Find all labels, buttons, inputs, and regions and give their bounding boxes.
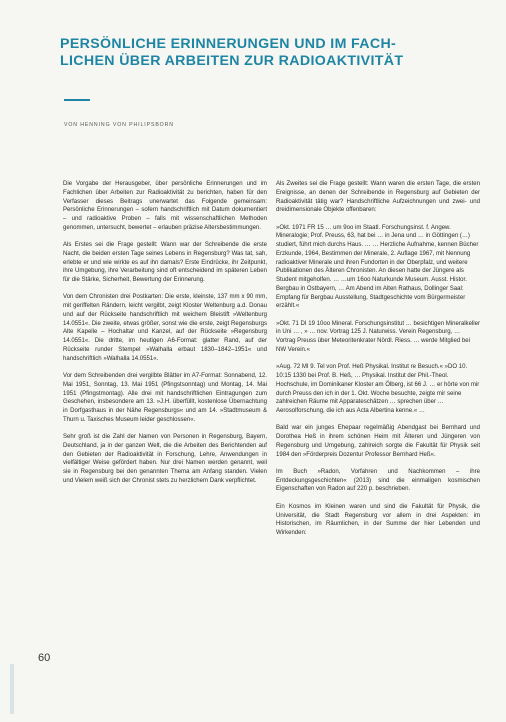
paragraph: Als Zweites sei die Frage gestellt: Wann waren die ersten Tage, die ersten Ereignisse, an denen der Schreibende in Regensburg auf Gebieten der Radioaktivität tätig war? Handschriftliche Aufzeichnungen und zwei- und dreidimensionale Objekte offenbaren: bbox=[276, 181, 480, 214]
paragraph: Die Vorgabe der Herausgeber, über persönliche Erinnerungen und im Fachlichen über Arbeiten zur Radioaktivität zu berichten, haben für den Verfasser dieses Beitrags unerwartet das Folgende gemeinsam: Persönliche Erinnerungen – sofern handschriftlich mit Datum dokumentiert – und radioaktive Proben – falls mit wissenschaftlichen Methoden genommen, untersucht, bewertet – erlauben präzise Altersbestimmungen. bbox=[63, 181, 267, 231]
diary-quote: »Okt. 71 DI 19 10oo Mineral. Forschungsinstitut … besichtigen Mineralkeller in Uni … , » … nov. Vortrag 125 J. Naturwiss. Verein Regensburg, … Vortrag Preuss über Meteoritenkrater Nördl. Riess. … werde Mitglied bei NW Verein.« bbox=[276, 320, 481, 353]
right-column bbox=[276, 180, 480, 546]
paragraph: Als Erstes sei die Frage gestellt: Wann war der Schreibende die erste Nacht, die beiden ersten Tage seines Lebens in Regensburg? Was tat, sah, erlebte er und wie wirkte es auf ihn damals? Erste Eindrücke, ihr Zeitpunkt, ihre Umgebung, ihre Verarbeitung sind oft entscheidend im späteren Leben für die Stärke, Sicherheit, Bewertung der Erinnerung. bbox=[63, 242, 267, 284]
article-title bbox=[60, 36, 480, 70]
paragraph: Im Buch »Radon, Vorfahren und Nachkommen – ihre Entdeckungsgeschichten« (2013) sind die einmaligen kosmischen Eigenschaften von Radon auf 220 p. beschrieben. bbox=[276, 468, 480, 493]
article-title-line-2: LICHEN ÜBER ARBEITEN ZUR RADIOAKTIVITÄT bbox=[60, 53, 404, 69]
diary-quote: »Okt. 1971 FR 15 … um 9oo im Staatl. Forschungsinst. f. Angew. Mineralogie; Prof. Preuss, 63, hat bei … in Jena und … in Göttingen (…) studiert, führt mich durchs Haus. … … Herzliche Aufnahme, kennen Bücher Erzkunde, 1964, Bestimmen der Minerale, 2. Auflage 1967, mit Nennung radioaktiver Minerale und ihren Fundorten in der Oberpfalz, und weitere Publikationen des Älteren Chronisten. An diesen hatte der Jüngere als Student mitgeholfen. … …um 16oo Naturkunde Museum. Ausst. Histor. Bergbau in Ostbayern, … Am Abend im Alten Rathaus, Dollinger Saal: Empfang für Bergbau Ausstellung, Stadtgeschichte vom Bürgermeister erzählt.« bbox=[276, 224, 479, 310]
article-title-line-1: PERSÖNLICHE ERINNERUNGEN UND IM FACH- bbox=[60, 36, 397, 52]
paragraph: Bald war ein junges Ehepaar regelmäßig Abendgast bei Bernhard und Dorothea Heß in ihrem schönen Heim mit Älteren und Jüngeren von Regensburg und Umgebung, zahlreich sorgte die Fakultät für Physik seit 1984 den »Förderpreis Dozentur Professor Bernhard Heß«. bbox=[276, 425, 480, 458]
paragraph: Vor dem Schreibenden drei vergilbte Blätter im A7-Format: Sonnabend, 12. Mai 1951, Sonntag, 13. Mai 1951 (Pfingstsonntag) und Montag, 14. Mai 1951 (Pfingstmontag). Alle drei mit handschriftlichen Eintragungen zum Geschehen, insbesondere am 13. »J.H. überfüllt, kostenlose Übernachtung in Dorfgasthaus in der Nähe Regensburgs« und am 14. »Stadtmuseum & Thurn u. Taxisches Museum leider geschlossen«. bbox=[63, 373, 267, 423]
diary-quote: »Aug. 72 MI 9. Tel von Prof. Heß Physikal. Institut re Besuch.« »DO 10. 10:15 1330 bei Prof. B. Heß, … Physikal. Institut der Phil.-Theol. Hochschule, im Dominikaner Kloster am Ölberg, ist 66 J. … er hörte von mir durch Preuss den ich in der 1. Okt. Woche besuchte, zeigte mir seine zahlreichen Räume mit Apparateschätzen … sprechen über … Aerosolforschung, die ich aus Acta Albertina kenne.« … bbox=[276, 364, 480, 415]
paragraph: Von dem Chronisten drei Postkarten: Die erste, kleinste, 137 mm x 90 mm, mit geriffelten Rändern, leicht vergilbt, zeigt Kloster Weltenburg a.d. Donau und auf der Rückseite handschriftlich mit weichem Bleistift »Weltenburg 14.0551«. Die zweite, etwas größer, sonst wie die erste, zeigt Regensburgs Alte Kapelle – Hochaltar und Kanzel, auf der Rückseite »Regensburg 14.0551«. Die dritte, im heutigen A6-Format: glatter Rand, auf der Rückseite runder Stempel »Walhalla erbaut 1830–1842–1951« und handschriftlich »Walhalla 14.0551«. bbox=[63, 294, 267, 362]
paragraph: Sehr groß ist die Zahl der Namen von Personen in Regensburg, Bayern, Deutschland, ja in der ganzen Welt, die die Arbeiten des Berichtenden auf den Gebieten der Radioaktivität in Forschung, Lehre, Anwendungen in vielfältiger Weise gefördert haben. Nur drei Namen werden genannt, weil sie in Regensburg bei den genannten Thema am Anfang standen. Vielen und Vielem weiß sich der Chronist stets zu herzlichem Dank verpflichtet. bbox=[63, 434, 267, 484]
paragraph: Ein Kosmos im Kleinen waren und sind die Fakultät für Physik, die Universität, die Stadt Regensburg vor allem in drei Aspekten: im Historischen, im Räumlichen, in der Summe der hier Lebenden und Wirkenden: bbox=[276, 503, 480, 537]
page-number: 60 bbox=[38, 652, 51, 664]
author-byline: VON HENNING VON PHILIPSBORN bbox=[64, 122, 174, 128]
left-column bbox=[63, 180, 267, 494]
page-edge-decoration bbox=[10, 664, 14, 714]
title-divider bbox=[64, 99, 90, 101]
